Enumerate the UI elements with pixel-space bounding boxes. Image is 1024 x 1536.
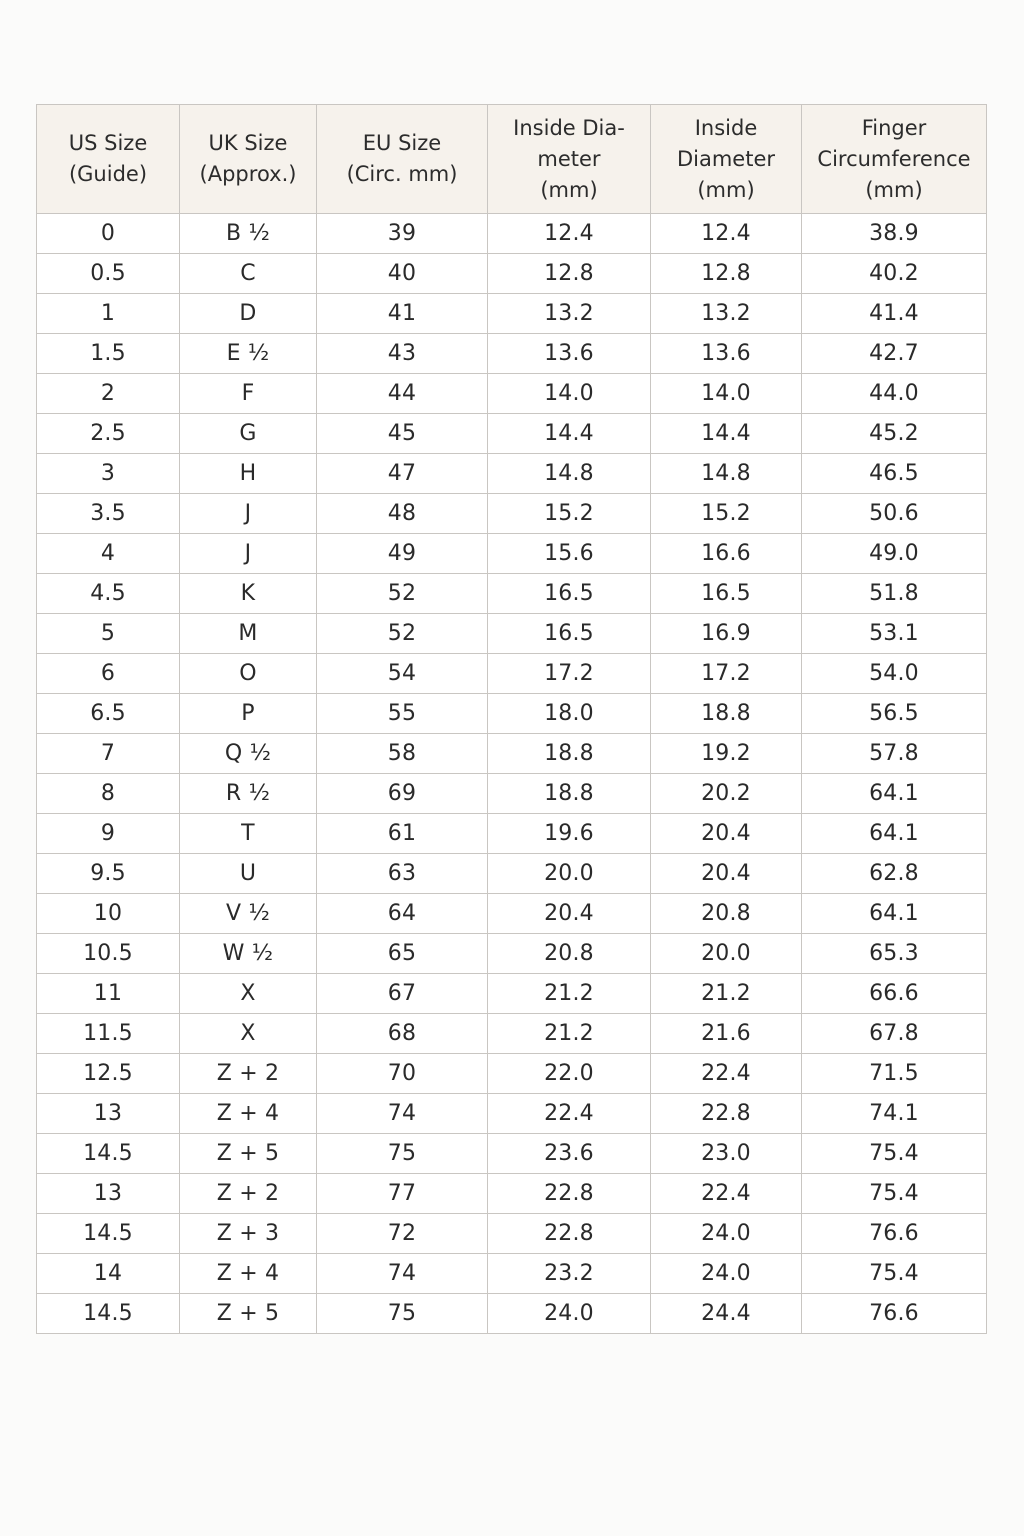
us-size-cell: 2.5 (37, 414, 180, 454)
us-size-cell: 0.5 (37, 254, 180, 294)
inside-diameter-a-cell: 22.8 (488, 1174, 651, 1214)
finger-circumference-cell: 42.7 (802, 334, 987, 374)
table-row (37, 574, 987, 614)
uk-size-cell: J (180, 494, 317, 534)
uk-size-cell: R ½ (180, 774, 317, 814)
uk-size-cell: Q ½ (180, 734, 317, 774)
table-row (37, 294, 987, 334)
table-row (37, 1294, 987, 1334)
inside-diameter-a-cell: 18.8 (488, 734, 651, 774)
table-row (37, 654, 987, 694)
inside-diameter-a-cell: 14.0 (488, 374, 651, 414)
eu-size-cell: 41 (317, 294, 488, 334)
us-size-cell: 14.5 (37, 1214, 180, 1254)
finger-circumference-cell: 64.1 (802, 814, 987, 854)
finger-circumference-cell: 67.8 (802, 1014, 987, 1054)
inside-diameter-a-cell: 13.6 (488, 334, 651, 374)
uk-size-cell: T (180, 814, 317, 854)
table-row (37, 254, 987, 294)
table-body (37, 214, 987, 1334)
inside-diameter-a-cell: 22.8 (488, 1214, 651, 1254)
inside-diameter-a-cell: 20.8 (488, 934, 651, 974)
inside-diameter-a-cell: 16.5 (488, 574, 651, 614)
inside-diameter-a-cell: 14.4 (488, 414, 651, 454)
table-row (37, 974, 987, 1014)
uk-size-cell: Z + 5 (180, 1134, 317, 1174)
eu-size-cell: 44 (317, 374, 488, 414)
inside-diameter-a-cell: 23.6 (488, 1134, 651, 1174)
us-size-cell: 4.5 (37, 574, 180, 614)
header-inside-diameter-b: Inside Diameter (mm) (651, 105, 802, 214)
inside-diameter-b-cell: 22.4 (651, 1054, 802, 1094)
finger-circumference-cell: 44.0 (802, 374, 987, 414)
header-finger-circumference: Finger Circumference (mm) (802, 105, 987, 214)
inside-diameter-b-cell: 15.2 (651, 494, 802, 534)
us-size-cell: 9 (37, 814, 180, 854)
uk-size-cell: P (180, 694, 317, 734)
finger-circumference-cell: 38.9 (802, 214, 987, 254)
finger-circumference-cell: 40.2 (802, 254, 987, 294)
inside-diameter-b-cell: 16.6 (651, 534, 802, 574)
eu-size-cell: 75 (317, 1134, 488, 1174)
uk-size-cell: G (180, 414, 317, 454)
uk-size-cell: Z + 2 (180, 1054, 317, 1094)
inside-diameter-b-cell: 20.4 (651, 814, 802, 854)
us-size-cell: 4 (37, 534, 180, 574)
us-size-cell: 13 (37, 1174, 180, 1214)
inside-diameter-b-cell: 23.0 (651, 1134, 802, 1174)
inside-diameter-b-cell: 22.8 (651, 1094, 802, 1134)
inside-diameter-a-cell: 13.2 (488, 294, 651, 334)
us-size-cell: 1.5 (37, 334, 180, 374)
table-row (37, 774, 987, 814)
finger-circumference-cell: 76.6 (802, 1214, 987, 1254)
uk-size-cell: C (180, 254, 317, 294)
finger-circumference-cell: 71.5 (802, 1054, 987, 1094)
inside-diameter-b-cell: 24.4 (651, 1294, 802, 1334)
inside-diameter-b-cell: 18.8 (651, 694, 802, 734)
inside-diameter-a-cell: 19.6 (488, 814, 651, 854)
inside-diameter-a-cell: 12.8 (488, 254, 651, 294)
finger-circumference-cell: 75.4 (802, 1174, 987, 1214)
eu-size-cell: 43 (317, 334, 488, 374)
finger-circumference-cell: 64.1 (802, 774, 987, 814)
uk-size-cell: K (180, 574, 317, 614)
us-size-cell: 10 (37, 894, 180, 934)
finger-circumference-cell: 75.4 (802, 1134, 987, 1174)
finger-circumference-cell: 41.4 (802, 294, 987, 334)
eu-size-cell: 70 (317, 1054, 488, 1094)
finger-circumference-cell: 51.8 (802, 574, 987, 614)
inside-diameter-a-cell: 20.0 (488, 854, 651, 894)
inside-diameter-b-cell: 20.4 (651, 854, 802, 894)
inside-diameter-b-cell: 14.0 (651, 374, 802, 414)
inside-diameter-a-cell: 14.8 (488, 454, 651, 494)
inside-diameter-a-cell: 21.2 (488, 1014, 651, 1054)
eu-size-cell: 52 (317, 574, 488, 614)
us-size-cell: 14.5 (37, 1294, 180, 1334)
uk-size-cell: Z + 4 (180, 1094, 317, 1134)
table-row (37, 1174, 987, 1214)
table-row (37, 894, 987, 934)
inside-diameter-b-cell: 21.6 (651, 1014, 802, 1054)
inside-diameter-b-cell: 24.0 (651, 1214, 802, 1254)
inside-diameter-a-cell: 23.2 (488, 1254, 651, 1294)
finger-circumference-cell: 76.6 (802, 1294, 987, 1334)
us-size-cell: 11 (37, 974, 180, 1014)
us-size-cell: 5 (37, 614, 180, 654)
uk-size-cell: X (180, 974, 317, 1014)
us-size-cell: 10.5 (37, 934, 180, 974)
table-row (37, 734, 987, 774)
uk-size-cell: X (180, 1014, 317, 1054)
table-row (37, 1094, 987, 1134)
header-uk-size: UK Size (Approx.) (180, 105, 317, 214)
uk-size-cell: J (180, 534, 317, 574)
table-row (37, 214, 987, 254)
eu-size-cell: 72 (317, 1214, 488, 1254)
uk-size-cell: Z + 2 (180, 1174, 317, 1214)
us-size-cell: 6.5 (37, 694, 180, 734)
finger-circumference-cell: 65.3 (802, 934, 987, 974)
us-size-cell: 14 (37, 1254, 180, 1294)
table-row (37, 494, 987, 534)
table-row (37, 1134, 987, 1174)
eu-size-cell: 69 (317, 774, 488, 814)
uk-size-cell: D (180, 294, 317, 334)
inside-diameter-a-cell: 15.2 (488, 494, 651, 534)
finger-circumference-cell: 49.0 (802, 534, 987, 574)
table-row (37, 454, 987, 494)
finger-circumference-cell: 56.5 (802, 694, 987, 734)
uk-size-cell: Z + 3 (180, 1214, 317, 1254)
finger-circumference-cell: 62.8 (802, 854, 987, 894)
inside-diameter-a-cell: 22.4 (488, 1094, 651, 1134)
finger-circumference-cell: 66.6 (802, 974, 987, 1014)
table-row (37, 1054, 987, 1094)
finger-circumference-cell: 46.5 (802, 454, 987, 494)
table-row (37, 934, 987, 974)
table-row (37, 614, 987, 654)
eu-size-cell: 64 (317, 894, 488, 934)
eu-size-cell: 49 (317, 534, 488, 574)
finger-circumference-cell: 57.8 (802, 734, 987, 774)
inside-diameter-b-cell: 20.2 (651, 774, 802, 814)
finger-circumference-cell: 74.1 (802, 1094, 987, 1134)
header-eu-size: EU Size (Circ. mm) (317, 105, 488, 214)
inside-diameter-b-cell: 20.8 (651, 894, 802, 934)
uk-size-cell: B ½ (180, 214, 317, 254)
inside-diameter-b-cell: 13.6 (651, 334, 802, 374)
inside-diameter-b-cell: 12.4 (651, 214, 802, 254)
ring-size-chart (36, 104, 986, 1334)
finger-circumference-cell: 75.4 (802, 1254, 987, 1294)
eu-size-cell: 55 (317, 694, 488, 734)
header-inside-diameter-a: Inside Dia- meter (mm) (488, 105, 651, 214)
uk-size-cell: O (180, 654, 317, 694)
inside-diameter-b-cell: 24.0 (651, 1254, 802, 1294)
inside-diameter-b-cell: 22.4 (651, 1174, 802, 1214)
inside-diameter-b-cell: 13.2 (651, 294, 802, 334)
us-size-cell: 12.5 (37, 1054, 180, 1094)
table-row (37, 1014, 987, 1054)
table-row (37, 694, 987, 734)
finger-circumference-cell: 53.1 (802, 614, 987, 654)
inside-diameter-a-cell: 17.2 (488, 654, 651, 694)
inside-diameter-a-cell: 20.4 (488, 894, 651, 934)
uk-size-cell: W ½ (180, 934, 317, 974)
inside-diameter-b-cell: 16.5 (651, 574, 802, 614)
us-size-cell: 3 (37, 454, 180, 494)
inside-diameter-a-cell: 18.8 (488, 774, 651, 814)
inside-diameter-b-cell: 12.8 (651, 254, 802, 294)
eu-size-cell: 48 (317, 494, 488, 534)
inside-diameter-b-cell: 14.8 (651, 454, 802, 494)
us-size-cell: 9.5 (37, 854, 180, 894)
header-us-size: US Size (Guide) (37, 105, 180, 214)
eu-size-cell: 74 (317, 1254, 488, 1294)
inside-diameter-a-cell: 16.5 (488, 614, 651, 654)
ring-size-table (36, 104, 987, 1334)
us-size-cell: 13 (37, 1094, 180, 1134)
inside-diameter-b-cell: 17.2 (651, 654, 802, 694)
finger-circumference-cell: 45.2 (802, 414, 987, 454)
us-size-cell: 8 (37, 774, 180, 814)
inside-diameter-a-cell: 18.0 (488, 694, 651, 734)
eu-size-cell: 63 (317, 854, 488, 894)
uk-size-cell: M (180, 614, 317, 654)
us-size-cell: 6 (37, 654, 180, 694)
eu-size-cell: 40 (317, 254, 488, 294)
eu-size-cell: 45 (317, 414, 488, 454)
us-size-cell: 14.5 (37, 1134, 180, 1174)
us-size-cell: 2 (37, 374, 180, 414)
eu-size-cell: 58 (317, 734, 488, 774)
table-row (37, 374, 987, 414)
us-size-cell: 1 (37, 294, 180, 334)
eu-size-cell: 54 (317, 654, 488, 694)
uk-size-cell: V ½ (180, 894, 317, 934)
inside-diameter-a-cell: 15.6 (488, 534, 651, 574)
inside-diameter-b-cell: 19.2 (651, 734, 802, 774)
uk-size-cell: H (180, 454, 317, 494)
uk-size-cell: E ½ (180, 334, 317, 374)
eu-size-cell: 47 (317, 454, 488, 494)
inside-diameter-b-cell: 21.2 (651, 974, 802, 1014)
inside-diameter-a-cell: 12.4 (488, 214, 651, 254)
finger-circumference-cell: 50.6 (802, 494, 987, 534)
table-header (37, 105, 987, 214)
eu-size-cell: 75 (317, 1294, 488, 1334)
eu-size-cell: 67 (317, 974, 488, 1014)
inside-diameter-b-cell: 20.0 (651, 934, 802, 974)
uk-size-cell: Z + 4 (180, 1254, 317, 1294)
us-size-cell: 3.5 (37, 494, 180, 534)
table-row (37, 1214, 987, 1254)
finger-circumference-cell: 54.0 (802, 654, 987, 694)
inside-diameter-b-cell: 16.9 (651, 614, 802, 654)
eu-size-cell: 74 (317, 1094, 488, 1134)
eu-size-cell: 39 (317, 214, 488, 254)
inside-diameter-a-cell: 21.2 (488, 974, 651, 1014)
inside-diameter-a-cell: 24.0 (488, 1294, 651, 1334)
table-row (37, 334, 987, 374)
uk-size-cell: F (180, 374, 317, 414)
uk-size-cell: Z + 5 (180, 1294, 317, 1334)
eu-size-cell: 77 (317, 1174, 488, 1214)
uk-size-cell: U (180, 854, 317, 894)
inside-diameter-a-cell: 22.0 (488, 1054, 651, 1094)
table-row (37, 534, 987, 574)
table-row (37, 854, 987, 894)
header-row (37, 105, 987, 214)
eu-size-cell: 68 (317, 1014, 488, 1054)
table-row (37, 1254, 987, 1294)
eu-size-cell: 65 (317, 934, 488, 974)
us-size-cell: 11.5 (37, 1014, 180, 1054)
table-row (37, 814, 987, 854)
finger-circumference-cell: 64.1 (802, 894, 987, 934)
inside-diameter-b-cell: 14.4 (651, 414, 802, 454)
eu-size-cell: 52 (317, 614, 488, 654)
eu-size-cell: 61 (317, 814, 488, 854)
us-size-cell: 7 (37, 734, 180, 774)
us-size-cell: 0 (37, 214, 180, 254)
table-row (37, 414, 987, 454)
